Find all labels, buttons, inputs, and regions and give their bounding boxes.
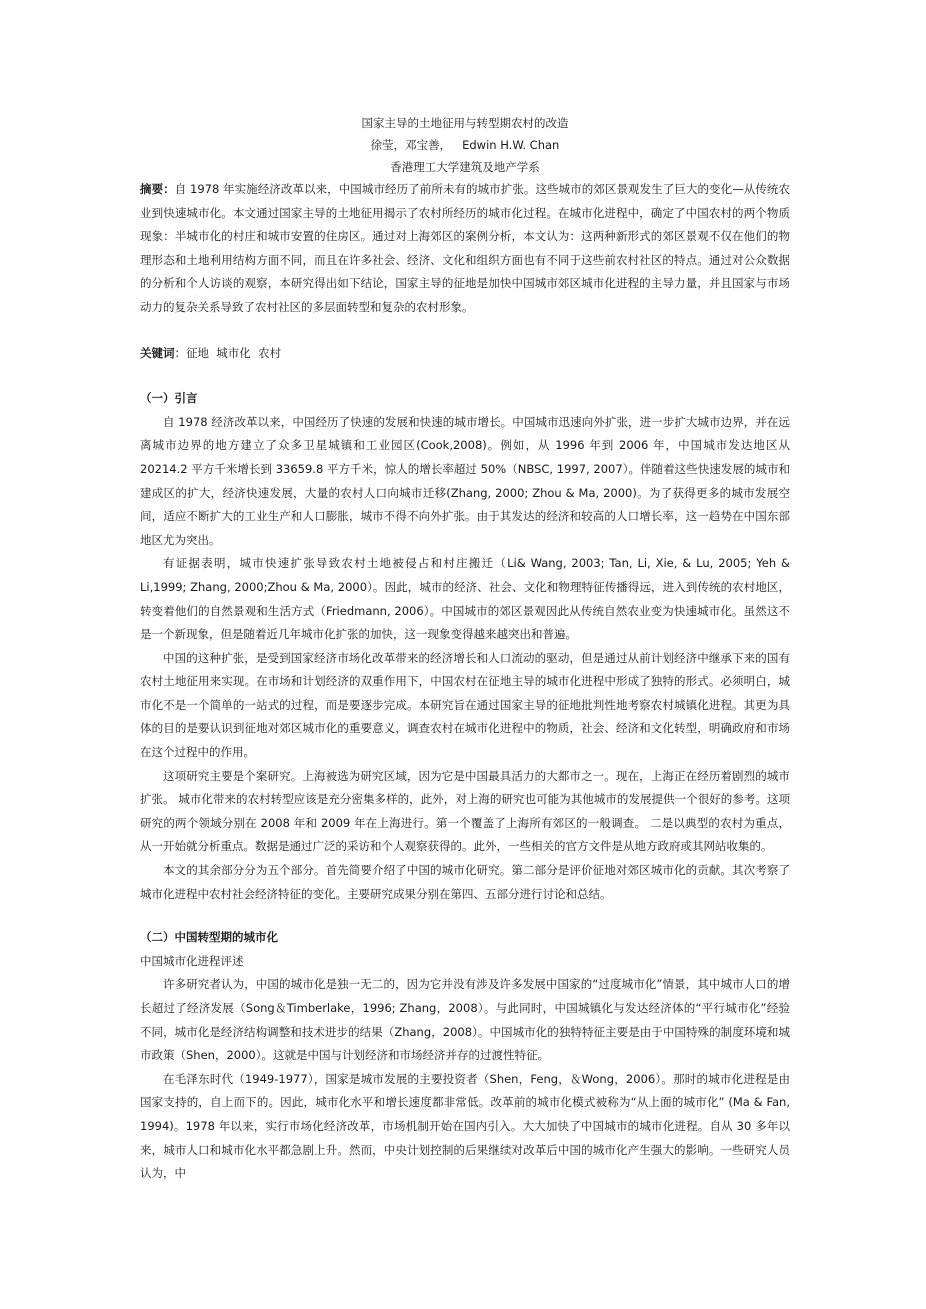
paragraph: 中国的这种扩张，是受到国家经济市场化改革带来的经济增长和人口流动的驱动，但是通过从前计划经济中继承下来的国有农村土地征用来实现。在市场和计划经济的双重作用下，中国农村在征地主导的城市化进程中形成了独特的形式。必须明白，城市化不是一个简单的一站式的过程，而是要逐步完成。本研究旨在通过国家主导的征地批判性地考察农村城镇化进程。其更为具体的目的是要认识到征地对郊区城市化的重要意义，调查农村在城市化进程中的物质，社会、经济和文化转型，明确政府和市场在这个过程中的作用。 [140,650,790,760]
paragraph: 有证据表明，城市快速扩张导致农村土地被侵占和村庄搬迁（Li& Wang, 2003; Tan, Li, Xie, & Lu, 2005; Yeh & Li,1999; Zhang, 2000;Zhou & Ma, 2000）。因此，城市的经济、社会、文化和物理特征传播得远，进入到传统的农村地区，转变着他们的自然景观和生活方式（Friedmann, 2006）。中国城市的郊区景观因此从传统自然农业变为快速城市化。虽然这不是一个新现象，但是随着近几年城市化扩张的加快，这一现象变得越来越突出和普遍。 [140,556,790,642]
author-affiliation: 香港理工大学建筑及地产学系 [390,160,540,174]
section-heading-introduction: （一）引言 [140,391,198,406]
document-page [140,112,790,1186]
keywords-text: ：征地 城市化 农村 [174,345,282,360]
section-heading-urbanization: （二）中国转型期的城市化 [140,930,278,945]
paragraph: 许多研究者认为，中国的城市化是独一无二的，因为它并没有涉及许多发展中国家的“过度城市化”情景，其中城市人口的增长超过了经济发展（Song＆Timberlake，1996; Zhang，2008）。与此同时，中国城镇化与发达经济体的“平行城市化”经验不同，城市化是经济结构调整和技术进步的结果（Zhang，2008）。中国城市化的独特特征主要是由于中国特殊的制度环境和城市政策（Shen，2000）。这就是中国与计划经济和市场经济并存的过渡性特征。 [140,977,790,1063]
abstract-text: 自 1978 年实施经济改革以来，中国城市经历了前所未有的城市扩张。这些城市的郊区景观发生了巨大的变化—从传统农业到快速城市化。本文通过国家主导的土地征用揭示了农村所经历的城市化过程。在城市化进程中，确定了中国农村的两个物质现象：半城市化的村庄和城市安置的住房区。通过对上海郊区的案例分析，本文认为：这两种新形式的郊区景观不仅在他们的物理形态和土地利用结构方面不同，而且在许多社会、经济、文化和组织方面也有不同于这些前农村社区的特点。通过对公众数据的分析和个人访谈的观察，本研究得出如下结论，国家主导的征地是加快中国城市郊区城市化进程的主导力量，并且国家与市场动力的复杂关系导致了农村社区的多层面转型和复杂的农村形象。 [140,182,790,314]
paragraph: 自 1978 经济改革以来，中国经历了快速的发展和快速的城市增长。中国城市迅速向外扩张，进一步扩大城市边界，并在远离城市边界的地方建立了众多卫星城镇和工业园区(Cook,2008)。例如，从 1996 年到 2006 年，中国城市发达地区从 20214.2 平方千米增长到 33659.8 平方千米，惊人的增长率超过 50%（NBSC, 1997, 2007）。伴随着这些快速发展的城市和建成区的扩大，经济快速发展，大量的农村人口向城市迁移(Zhang, 2000; Zhou & Ma, 2000)。为了获得更多的城市发展空间，适应不断扩大的工业生产和人口膨胀，城市不得不向外扩张。由于其发达的经济和较高的人口增长率，这一趋势在中国东部地区尤为突出。 [140,414,790,547]
subsection-heading: 中国城市化进程评述 [140,953,244,968]
paper-title: 国家主导的土地征用与转型期农村的改造 [361,116,569,130]
paragraph: 在毛泽东时代（1949-1977），国家是城市发展的主要投资者（Shen，Feng，＆Wong，2006）。那时的城市化进程是由国家支持的，自上而下的。因此，城市化水平和增长速度都非常低。改革前的城市化模式被称为“从上面的城市化” (Ma & Fan, 1994)。1978 年以来，实行市场化经济改革，市场机制开始在国内引入。大大加快了中国城市的城市化进程。自从 30 多年以来，城市人口和城市化水平都急剧上升。然而，中央计划控制的后果继续对改革后中国的城市化产生强大的影响。一些研究人员认为，中 [140,1071,790,1181]
paragraph: 本文的其余部分分为五个部分。首先简要介绍了中国的城市化研究。第二部分是评价征地对郊区城市化的贡献。其次考察了城市化进程中农村社会经济特征的变化。主要研究成果分别在第四、五部分进行讨论和总结。 [140,863,790,901]
keywords [140,342,790,366]
abstract-label: 摘要： [140,182,175,196]
paragraph: 这项研究主要是个案研究。上海被选为研究区域，因为它是中国最具活力的大都市之一。现在，上海正在经历着剧烈的城市扩张。 城市化带来的农村转型应该是充分密集多样的，此外，对上海的研究也可能为其他城市的发展提供一个很好的参考。这项研究的两个领域分别在 2008 年和 2009 年在上海进行。第一个覆盖了上海所有郊区的一般调查。 二是以典型的农村为重点，从一开始就分析重点。数据是通过广泛的采访和个人观察获得的。此外，一些相关的官方文件是从地方政府或其网站收集的。 [140,768,790,854]
keywords-label: 关键词 [140,345,175,360]
author-list: 徐莹，邓宝善， Edwin H.W. Chan [370,138,560,152]
abstract [140,178,790,320]
